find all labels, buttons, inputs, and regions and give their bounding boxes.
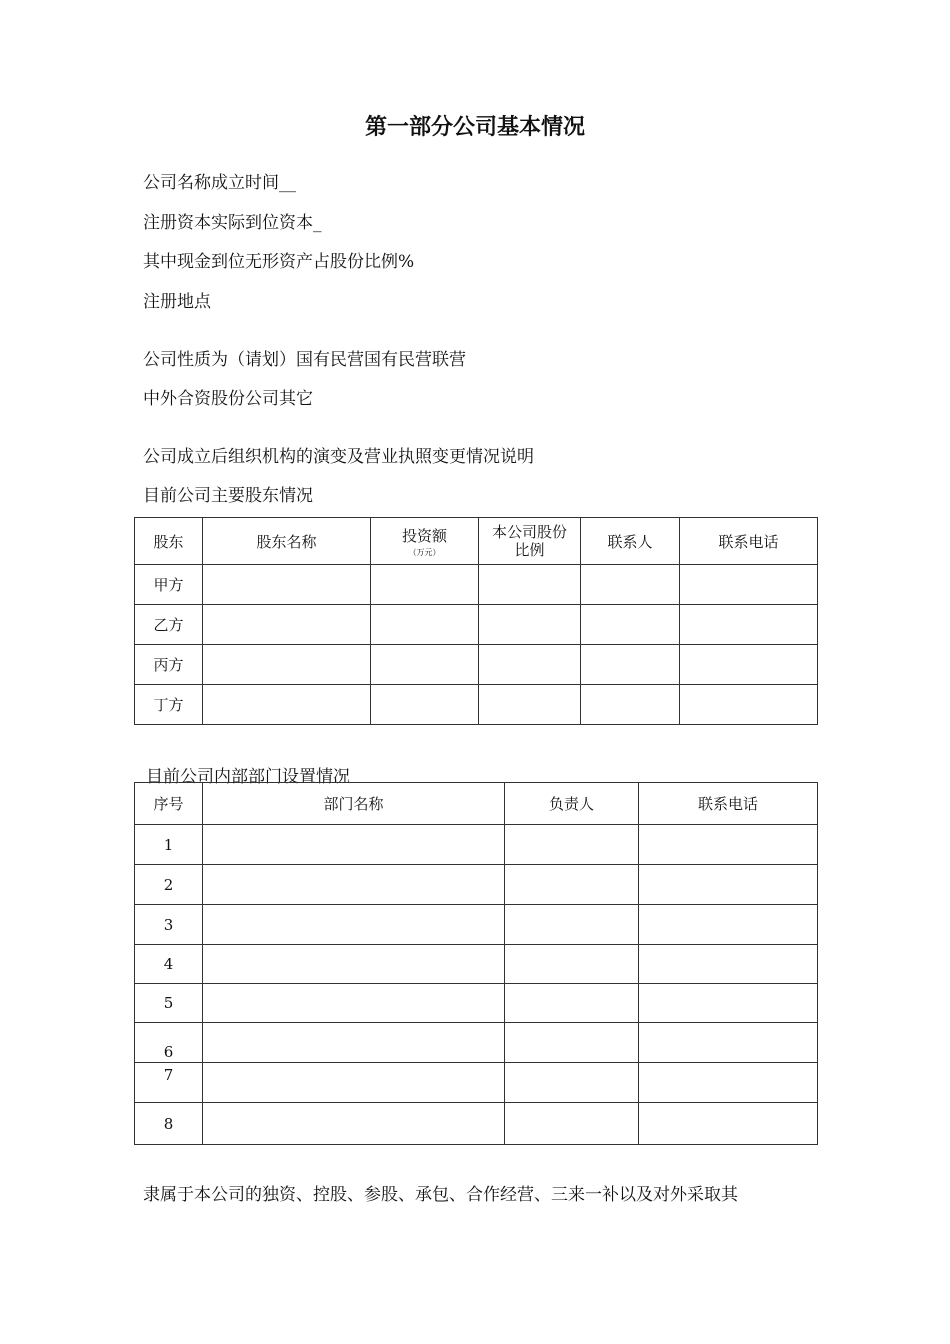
row-number: 3	[135, 905, 203, 945]
table-row	[135, 565, 818, 605]
organization-history-line: 公司成立后组织机构的演变及营业执照变更情况说明	[143, 447, 534, 467]
empty-cell	[639, 905, 818, 945]
table-row	[135, 645, 818, 685]
row-label: 甲方	[135, 565, 203, 605]
table-row	[135, 984, 818, 1023]
header-investment-label: 投资额	[401, 526, 447, 545]
departments-heading: 目前公司内部部门设置情况	[146, 767, 350, 787]
header-share-ratio	[479, 518, 581, 565]
empty-cell	[505, 984, 639, 1023]
empty-cell	[371, 645, 479, 685]
empty-cell	[680, 685, 818, 725]
table-row	[135, 865, 818, 905]
company-nature-line: 公司性质为（请划）国有民营国有民营联营	[143, 350, 466, 370]
departments-table	[134, 782, 818, 1145]
capital-composition-line: 其中现金到位无形资产占股份比例%	[143, 252, 415, 272]
table-row	[135, 1063, 818, 1103]
empty-cell	[371, 605, 479, 645]
registered-address-line: 注册地点	[143, 292, 211, 312]
empty-cell	[505, 825, 639, 865]
empty-cell	[203, 645, 371, 685]
header-share-ratio-line1: 本公司股份	[491, 523, 567, 541]
company-nature-line-2: 中外合资股份公司其它	[143, 389, 313, 409]
header-shareholder-name: 股东名称	[203, 518, 371, 565]
empty-cell	[371, 565, 479, 605]
page-title: 第一部分公司基本情况	[364, 115, 585, 140]
row-number: 8	[135, 1103, 203, 1145]
row-number: 1	[135, 825, 203, 865]
empty-cell	[639, 1063, 818, 1103]
empty-cell	[505, 865, 639, 905]
table-row	[135, 905, 818, 945]
header-person-in-charge: 负责人	[505, 783, 639, 825]
header-serial-no: 序号	[135, 783, 203, 825]
empty-cell	[203, 1063, 505, 1103]
table-header-row	[135, 518, 818, 565]
empty-cell	[680, 605, 818, 645]
header-contact-phone: 联系电话	[639, 783, 818, 825]
empty-cell	[505, 1023, 639, 1063]
row-label: 丙方	[135, 645, 203, 685]
empty-cell	[371, 685, 479, 725]
empty-cell	[203, 685, 371, 725]
empty-cell	[581, 685, 680, 725]
empty-cell	[203, 825, 505, 865]
shareholders-heading: 目前公司主要股东情况	[143, 486, 313, 506]
empty-cell	[581, 645, 680, 685]
table-header-row	[135, 783, 818, 825]
header-contact-person: 联系人	[581, 518, 680, 565]
table-row	[135, 685, 818, 725]
row-number: 7	[135, 1063, 203, 1103]
empty-cell	[479, 605, 581, 645]
header-investment	[371, 518, 479, 565]
empty-cell	[479, 565, 581, 605]
header-contact-phone: 联系电话	[680, 518, 818, 565]
empty-cell	[203, 865, 505, 905]
row-number: 4	[135, 945, 203, 984]
header-department-name: 部门名称	[203, 783, 505, 825]
empty-cell	[581, 605, 680, 645]
subsidiary-description-line: 隶属于本公司的独资、控股、参股、承包、合作经营、三来一补以及对外采取其	[143, 1185, 738, 1205]
empty-cell	[203, 984, 505, 1023]
empty-cell	[680, 645, 818, 685]
table-row	[135, 1023, 818, 1063]
row-number: 2	[135, 865, 203, 905]
empty-cell	[505, 1063, 639, 1103]
empty-cell	[505, 905, 639, 945]
empty-cell	[505, 945, 639, 984]
header-share-ratio-line2: 比例	[514, 541, 545, 559]
empty-cell	[639, 1103, 818, 1145]
table-row	[135, 825, 818, 865]
empty-cell	[203, 905, 505, 945]
empty-cell	[203, 605, 371, 645]
row-number: 5	[135, 984, 203, 1023]
empty-cell	[639, 825, 818, 865]
empty-cell	[639, 945, 818, 984]
empty-cell	[203, 1103, 505, 1145]
registered-capital-line: 注册资本实际到位资本_	[143, 213, 322, 233]
table-row	[135, 1103, 818, 1145]
empty-cell	[203, 1023, 505, 1063]
empty-cell	[581, 565, 680, 605]
table-row	[135, 945, 818, 984]
row-label: 丁方	[135, 685, 203, 725]
empty-cell	[505, 1103, 639, 1145]
empty-cell	[680, 565, 818, 605]
empty-cell	[479, 645, 581, 685]
header-investment-unit: （万元）	[408, 547, 441, 557]
row-label: 乙方	[135, 605, 203, 645]
empty-cell	[479, 685, 581, 725]
shareholders-table	[134, 517, 818, 725]
header-shareholder: 股东	[135, 518, 203, 565]
empty-cell	[203, 565, 371, 605]
company-name-line: 公司名称成立时间__	[143, 173, 296, 193]
table-row	[135, 605, 818, 645]
empty-cell	[639, 865, 818, 905]
empty-cell	[203, 945, 505, 984]
empty-cell	[639, 984, 818, 1023]
empty-cell	[639, 1023, 818, 1063]
row-number: 6	[135, 1023, 203, 1063]
